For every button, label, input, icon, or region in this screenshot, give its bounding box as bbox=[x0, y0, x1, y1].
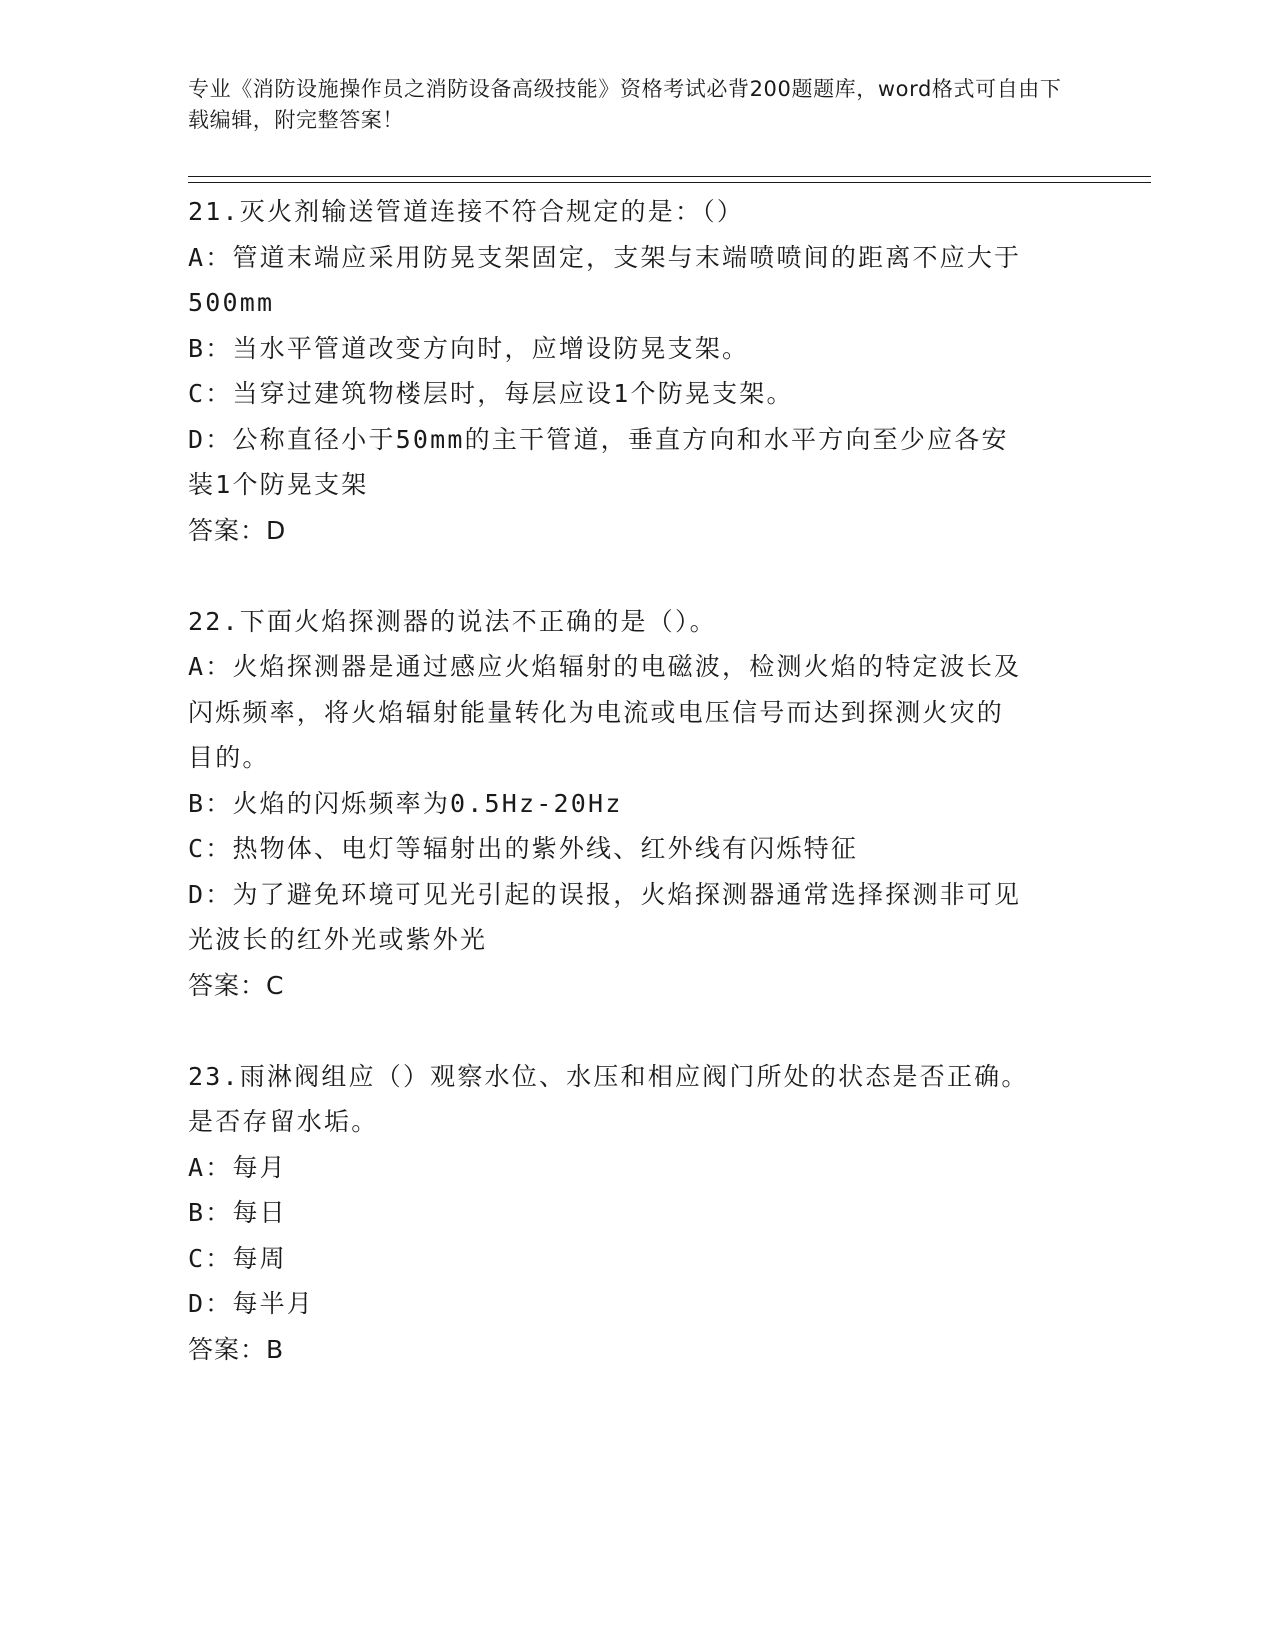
question-stem: 21.灭火剂输送管道连接不符合规定的是：（） bbox=[188, 197, 745, 226]
option-a-continued: 目的。 bbox=[188, 743, 270, 772]
option-c: C：热物体、电灯等辐射出的紫外线、红外线有闪烁特征 bbox=[188, 834, 859, 863]
option-d: D：公称直径小于50mm的主干管道，垂直方向和水平方向至少应各安 bbox=[188, 424, 1009, 454]
answer: 答案：B bbox=[188, 1334, 285, 1364]
question-22 bbox=[188, 599, 1088, 1009]
header-divider-bottom bbox=[188, 182, 1151, 183]
header-divider-top bbox=[188, 176, 1151, 177]
question-23 bbox=[188, 1054, 1088, 1373]
question-stem-continued: 是否存留水垢。 bbox=[188, 1107, 379, 1136]
option-b: B：火焰的闪烁频率为0.5Hz-20Hz bbox=[188, 788, 623, 818]
option-a: A：火焰探测器是通过感应火焰辐射的电磁波，检测火焰的特定波长及 bbox=[188, 652, 1022, 681]
option-c: C：每周 bbox=[188, 1243, 287, 1273]
option-b: B：每日 bbox=[188, 1198, 287, 1227]
answer: 答案：C bbox=[188, 970, 285, 1000]
option-b: B：当水平管道改变方向时，应增设防晃支架。 bbox=[188, 333, 750, 363]
option-a: A：管道末端应采用防晃支架固定，支架与末端喷喷间的距离不应大于 bbox=[188, 242, 1022, 272]
option-a: A：每月 bbox=[188, 1152, 287, 1182]
option-d: D：为了避免环境可见光引起的误报，火焰探测器通常选择探测非可见 bbox=[188, 879, 1022, 909]
question-list bbox=[188, 189, 1088, 1418]
question-stem: 23.雨淋阀组应（）观察水位、水压和相应阀门所处的状态是否正确。 bbox=[188, 1061, 1029, 1091]
option-a-continued: 500mm bbox=[188, 288, 275, 317]
document-header: 专业《消防设施操作员之消防设备高级技能》资格考试必背200题题库，word格式可自由下载编辑，附完整答案！ bbox=[188, 77, 1062, 132]
option-a-continued: 闪烁频率，将火焰辐射能量转化为电流或电压信号而达到探测火灾的 bbox=[188, 697, 1005, 727]
question-stem: 22.下面火焰探测器的说法不正确的是（）。 bbox=[188, 606, 717, 636]
option-d-continued: 光波长的红外光或紫外光 bbox=[188, 925, 488, 954]
option-d-continued: 装1个防晃支架 bbox=[188, 470, 369, 499]
option-d: D：每半月 bbox=[188, 1289, 315, 1318]
answer: 答案：D bbox=[188, 515, 287, 545]
option-c: C：当穿过建筑物楼层时，每层应设1个防晃支架。 bbox=[188, 379, 794, 408]
question-21 bbox=[188, 189, 1088, 554]
